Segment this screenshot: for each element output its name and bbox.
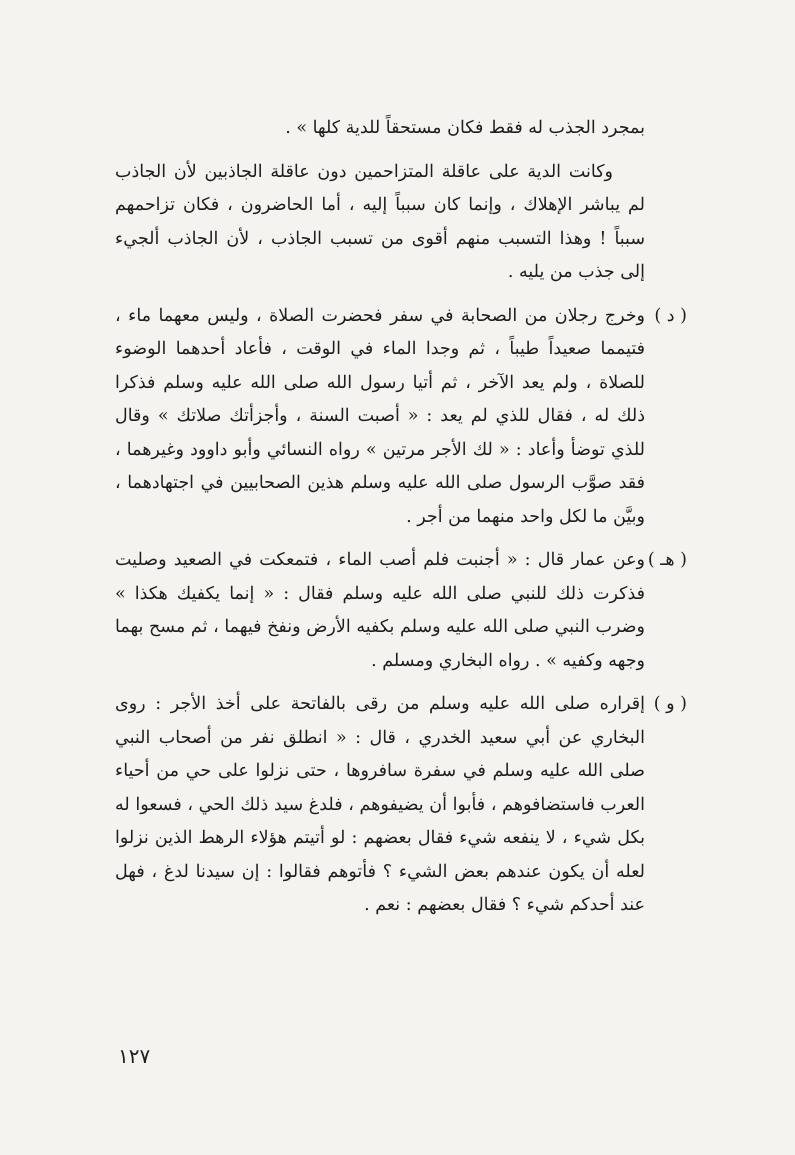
paragraph-text: وعن عمار قال : « أجنبت فلم أصب الماء ، فتمعكت في الصعيد وصليت فذكرت ذلك للنبي صلى الله عليه وسلم فقال : « إنما يكفيك هكذا » وضرب النبي صلى الله عليه وسلم بكفيه الأرض ونفخ فيهما ، ثم مسح بهما وجهه وكفيه » . رواه البخاري ومسلم . xyxy=(115,550,645,671)
paragraph-text: بمجرد الجذب له فقط فكان مستحقاً للدية كلها » . xyxy=(285,118,645,138)
list-item-ha xyxy=(115,544,687,678)
paragraph-text: إقراره صلى الله عليه وسلم من رقى بالفاتحة على أخذ الأجر : روى البخاري عن أبي سعيد الخدري ، قال : « انطلق نفر من أصحاب النبي صلى الله عليه وسلم في سفرة سافروها ، حتى نزلوا على حي من أحياء العرب فاستضافوهم ، فأبوا أن يضيفوهم ، فلدغ سيد ذلك الحي ، فسعوا له بكل شيء ، لا ينفعه شيء فقال بعضهم : لو أتيتم هؤلاء الرهط الذين نزلوا لعله أن يكون عندهم بعض الشيء ؟ فأتوهم فقالوا : إن سيدنا لدغ ، فهل عند أحدكم شيء ؟ فقال بعضهم : نعم . xyxy=(115,694,645,915)
paragraph-text: وكانت الدية على عاقلة المتزاحمين دون عاقلة الجاذبين لأن الجاذب لم يباشر الإهلاك ، وإنما كان سبباً إليه ، أما الحاضرون ، فكان تزاحمهم سبباً ! وهذا التسبب منهم أقوى من تسبب الجاذب ، لأن الجاذب ألجيء إلى جذب من يليه . xyxy=(115,161,645,282)
paragraph-diya-explanation xyxy=(115,156,645,290)
item-label: ( هـ ) xyxy=(647,550,687,570)
page-body xyxy=(115,112,687,933)
paragraph-continuation xyxy=(115,112,645,146)
list-item-dal xyxy=(115,300,687,535)
item-label: ( د ) xyxy=(654,305,687,326)
page-number: ١٢٧ xyxy=(118,1044,151,1068)
item-label: ( و ) xyxy=(653,694,687,714)
list-item-waw xyxy=(115,688,687,923)
paragraph-text: وخرج رجلان من الصحابة في سفر فحضرت الصلاة ، وليس معهما ماء ، فتيمما صعيداً طيباً ، ثم وجدا الماء في الوقت ، فأعاد أحدهما الوضوء للصلاة ، ولم يعد الآخر ، ثم أتيا رسول الله صلى الله عليه وسلم فذكرا ذلك له ، فقال للذي لم يعد : « أصبت السنة ، وأجزأتك صلاتك » وقال للذي توضأ وأعاد : « لك الأجر مرتين » رواه النسائي وأبو داوود وغيرهما ، فقد صوَّب الرسول صلى الله عليه وسلم هذين الصحابيين في اجتهادهما ، وبيَّن ما لكل واحد منهما من أجر . xyxy=(115,305,645,527)
